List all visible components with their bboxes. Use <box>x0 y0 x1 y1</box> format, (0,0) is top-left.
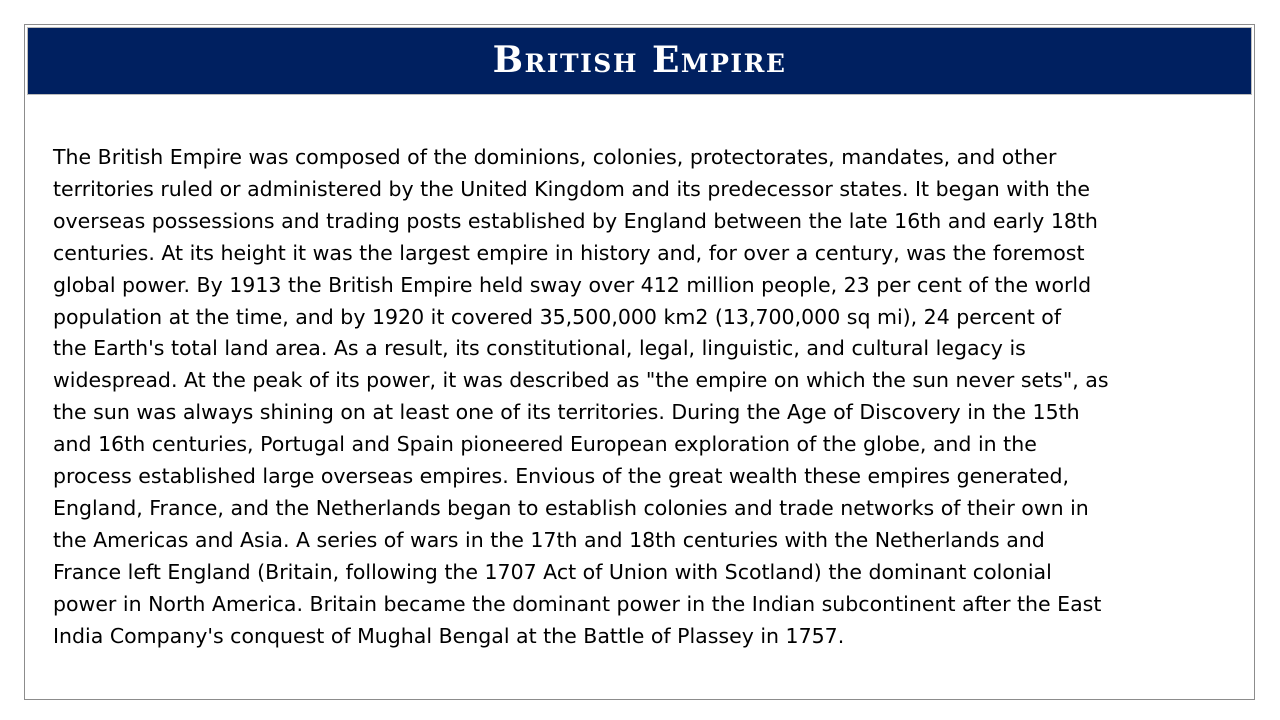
paragraph-line: widespread. At the peak of its power, it was described as "the empire on which the sun never sets", as <box>53 368 1109 393</box>
paragraph-line: and 16th centuries, Portugal and Spain pioneered European exploration of the globe, and in the <box>53 432 1037 457</box>
paragraph-line: centuries. At its height it was the largest empire in history and, for over a century, was the foremost <box>53 240 1085 265</box>
paragraph-line: process established large overseas empires. Envious of the great wealth these empires generated, <box>53 464 1070 489</box>
paragraph-line: population at the time, and by 1920 it covered 35,500,000 km2 (13,700,000 sq mi), 24 percent of <box>53 304 1062 329</box>
slide <box>24 24 1255 700</box>
body-paragraph <box>53 142 1233 653</box>
paragraph-line: the Earth's total land area. As a result, its constitutional, legal, linguistic, and cultural legacy is <box>53 336 1026 361</box>
paragraph-line: overseas possessions and trading posts established by England between the late 16th and early 18th <box>53 208 1098 233</box>
paragraph-line: England, France, and the Netherlands began to establish colonies and trade networks of their own in <box>53 495 1089 520</box>
paragraph-line: territories ruled or administered by the United Kingdom and its predecessor states. It began with the <box>53 176 1090 201</box>
paragraph-line: The British Empire was composed of the dominions, colonies, protectorates, mandates, and other <box>53 145 1057 169</box>
slide-title: British Empire <box>492 39 787 81</box>
paragraph-line: the Americas and Asia. A series of wars in the 17th and 18th centuries with the Netherlands and <box>53 527 1045 552</box>
title-bar <box>27 27 1252 95</box>
paragraph-line: India Company's conquest of Mughal Bengal at the Battle of Plassey in 1757. <box>53 623 845 648</box>
paragraph-line: the sun was always shining on at least one of its territories. During the Age of Discovery in the 15th <box>53 400 1080 425</box>
paragraph-line: France left England (Britain, following the 1707 Act of Union with Scotland) the dominant colonial <box>53 559 1052 584</box>
paragraph-line: power in North America. Britain became the dominant power in the Indian subcontinent after the East <box>53 591 1102 616</box>
paragraph-line: global power. By 1913 the British Empire held sway over 412 million people, 23 per cent of the world <box>53 272 1092 297</box>
